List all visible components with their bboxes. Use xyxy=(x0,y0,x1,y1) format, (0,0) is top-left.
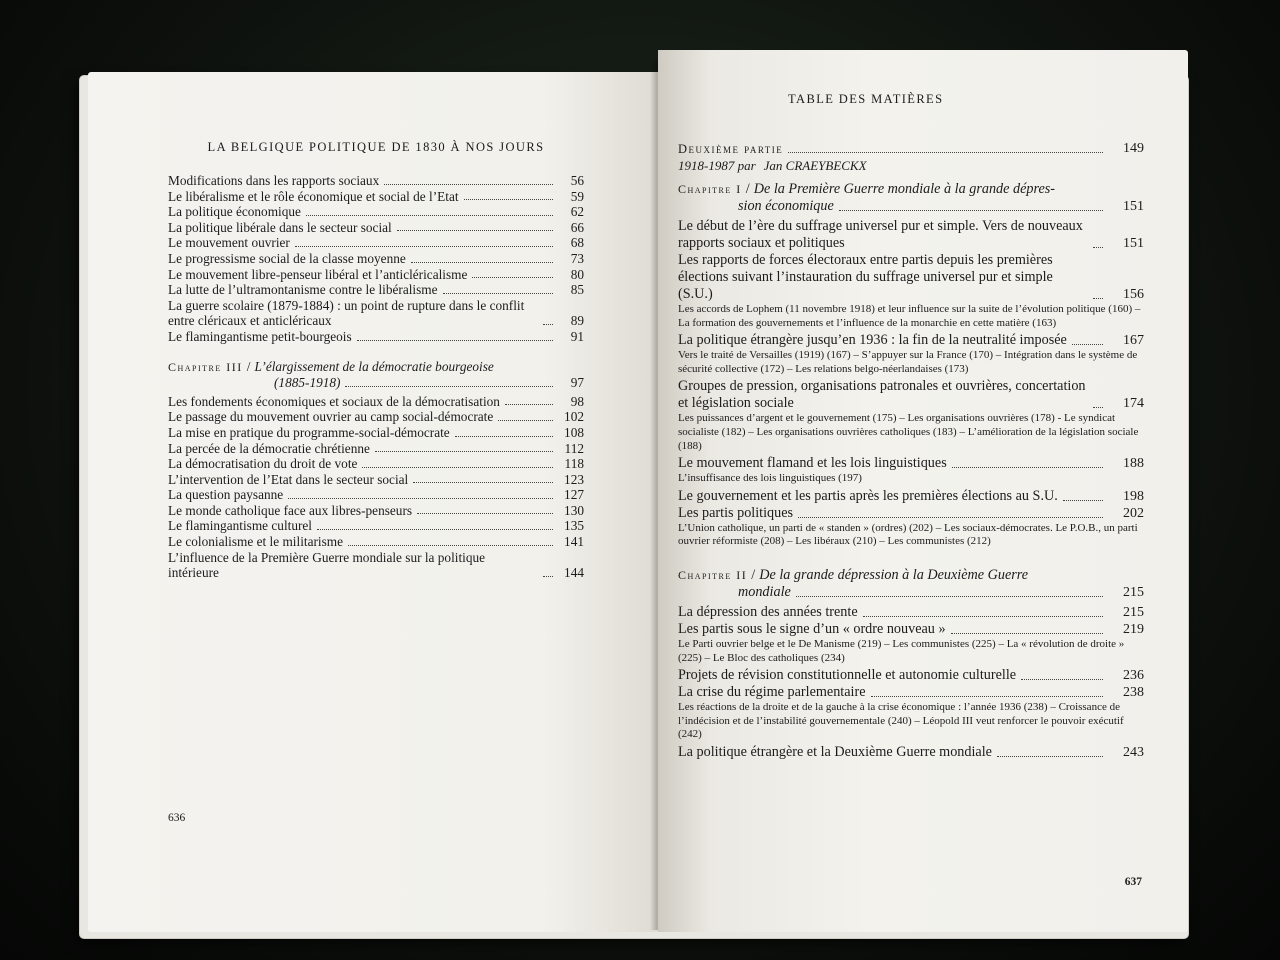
toc-entry-title: Les partis sous le signe d’un « ordre nouveau » xyxy=(678,620,946,637)
toc-entry xyxy=(678,252,1144,303)
folio-right: 637 xyxy=(1124,876,1142,888)
leader-dots xyxy=(345,386,553,387)
page-number: 141 xyxy=(564,534,584,550)
page-number: 243 xyxy=(1123,744,1144,760)
page-number: 127 xyxy=(564,487,584,503)
leader-dots xyxy=(798,517,1103,518)
leader-dots xyxy=(952,467,1103,468)
toc-entry xyxy=(168,282,584,298)
page-number: 149 xyxy=(1123,141,1144,156)
toc-entry xyxy=(678,332,1144,349)
toc-entry-title: Le monde catholique face aux libres-penseurs xyxy=(168,502,413,518)
page-number: 144 xyxy=(564,565,584,581)
leader-dots xyxy=(796,596,1103,597)
leader-dots xyxy=(1021,679,1103,680)
leader-dots xyxy=(498,420,553,421)
toc-entry xyxy=(678,604,1144,621)
page-number: 238 xyxy=(1123,685,1144,701)
leader-dots xyxy=(348,545,553,546)
toc-entry-title: La politique économique xyxy=(168,204,301,220)
toc-entry xyxy=(168,550,584,581)
part-dates: 1918-1987 par xyxy=(678,158,756,173)
toc-entry-title: Les fondements économiques et sociaux de la démocratisation xyxy=(168,393,500,409)
toc-entry xyxy=(678,621,1144,638)
chapter-title-line2: sion économique xyxy=(738,198,834,214)
toc-entry-title: Le passage du mouvement ouvrier au camp social-démocrate xyxy=(168,409,494,425)
toc-list-chapter-1 xyxy=(678,218,1144,549)
leader-dots xyxy=(411,262,553,263)
leader-dots xyxy=(357,340,553,341)
toc-entry xyxy=(168,298,584,329)
leader-dots xyxy=(1093,298,1103,299)
toc-subtopics: L’insuffisance des lois linguistiques (197) xyxy=(678,472,862,485)
page-number: 123 xyxy=(564,471,584,487)
toc-subtopics: Le Parti ouvrier belge et le De Manisme (219) – Les communistes (225) – La « révolution de droite » (225) – Le Bloc des catholiques (234) xyxy=(678,637,1125,664)
page-number: 202 xyxy=(1123,505,1144,521)
leader-dots xyxy=(375,451,553,452)
leader-dots xyxy=(397,230,553,231)
toc-entry-title: Le flamingantisme petit-bourgeois xyxy=(168,328,352,344)
chapter-label: Chapitre II xyxy=(678,567,748,582)
toc-entry-title: Le colonialisme et le militarisme xyxy=(168,534,344,550)
toc-subtopics: Vers le traité de Versailles (1919) (167) – S’appuyer sur la France (170) – Intégration dans le système de sécurité collective (172) – Les relations belgo-néerlandaises (173) xyxy=(678,349,1138,375)
page-number: 62 xyxy=(570,204,584,220)
page-number: 108 xyxy=(564,424,584,440)
toc-list-chapter-2 xyxy=(678,604,1144,761)
toc-entry xyxy=(678,684,1144,701)
chapter-label: Chapitre III xyxy=(168,359,243,374)
leader-dots xyxy=(306,215,553,216)
page-number: 151 xyxy=(1123,199,1144,214)
toc-entry-title: Le gouvernement et les partis après les premières élections au S.U. xyxy=(678,487,1058,504)
running-head-right: TABLE DES MATIÈRES xyxy=(788,92,944,106)
leader-dots xyxy=(417,513,553,514)
page-number: 59 xyxy=(570,188,584,204)
folio-left: 636 xyxy=(168,812,186,824)
page-number: 156 xyxy=(1123,287,1144,302)
toc-list-left-top xyxy=(168,173,584,345)
leader-dots xyxy=(788,152,1103,153)
leader-dots xyxy=(1093,247,1103,248)
toc-entry xyxy=(168,425,584,441)
toc-entry-title: La démocratisation du droit de vote xyxy=(168,456,358,472)
right-page xyxy=(658,50,1188,932)
toc-subtopics: Les accords de Lophem (11 novembre 1918) et leur influence sur la suite de l’évolution politique (160) – La formation des gouvernements et l’influence de la monarchie en cette matière (163) xyxy=(678,303,1141,329)
toc-entry-title: Groupes de pression, organisations patronales et ouvrières, concertation et législation sociale xyxy=(678,378,1086,412)
toc-entry-title: Le flamingantisme culturel xyxy=(168,518,312,534)
toc-subtopics: Les puissances d’argent et le gouvernement (175) – Les organisations ouvrières (178) - Le syndicat socialiste (182) – Les organisations ouvrières catholiques (183) – L’amélioration de la législation sociale (188) xyxy=(678,412,1139,452)
leader-dots xyxy=(443,293,553,294)
toc-entry xyxy=(678,218,1144,252)
toc-entry-title: Le mouvement libre-penseur libéral et l’anticléricalisme xyxy=(168,266,468,282)
page-number: 89 xyxy=(570,313,584,329)
leader-dots xyxy=(839,210,1103,211)
leader-dots xyxy=(1072,344,1103,345)
toc-entry-title: La mise en pratique du programme-social-démocrate xyxy=(168,424,450,440)
page-number: 97 xyxy=(570,375,584,391)
chapter-title: De la grande dépression à la Deuxième Guerre xyxy=(759,566,1029,583)
toc-entry xyxy=(168,456,584,472)
toc-entry xyxy=(168,329,584,345)
leader-dots xyxy=(455,436,553,437)
toc-entry-title: Projets de révision constitutionnelle et autonomie culturelle xyxy=(678,667,1017,684)
leader-dots xyxy=(295,246,553,247)
toc-entry xyxy=(678,378,1144,412)
toc-entry-title: Le mouvement ouvrier xyxy=(168,235,290,251)
leader-dots xyxy=(543,324,553,325)
leader-dots xyxy=(863,616,1103,617)
chapter-title: L’élargissement de la démocratie bourgeoise xyxy=(254,358,494,374)
toc-entry-title: La dépression des années trente xyxy=(678,603,858,620)
page-number: 85 xyxy=(570,282,584,298)
leader-dots xyxy=(1063,500,1103,501)
page-number: 219 xyxy=(1123,621,1144,637)
page-number: 68 xyxy=(570,235,584,251)
page-number: 215 xyxy=(1123,604,1144,620)
part-label: Deuxième partie xyxy=(678,142,784,156)
toc-entry xyxy=(168,487,584,503)
toc-entry-title: L’intervention de l’Etat dans le secteur social xyxy=(168,471,409,487)
toc-entry-title: La percée de la démocratie chrétienne xyxy=(168,440,370,456)
toc-entry xyxy=(168,394,584,410)
toc-entry-title: La politique libérale dans le secteur social xyxy=(168,219,392,235)
toc-entry xyxy=(678,455,1144,472)
leader-dots xyxy=(472,277,553,278)
leader-dots xyxy=(362,467,553,468)
leader-dots xyxy=(464,199,553,200)
page-number: 198 xyxy=(1123,488,1144,504)
page-number: 151 xyxy=(1123,236,1144,251)
toc-entry xyxy=(168,173,584,189)
chapter-title: De la Première Guerre mondiale à la grande dépres- xyxy=(753,181,1056,197)
chapter-2-heading: Chapitre II / De la grande dépression à la Deuxième Guerre mondiale 215 xyxy=(678,566,1144,600)
toc-subtopics: Les réactions de la droite et de la gauche à la crise économique : l’année 1936 (238) – Croissance de l’indécision et de l’instabilité gouvernementale (240) – Léopold III veut renforcer le pouvoir exécutif (242) xyxy=(678,701,1124,741)
leader-dots xyxy=(317,529,553,530)
leader-dots xyxy=(384,184,553,185)
leader-dots xyxy=(505,404,553,405)
toc-entry xyxy=(168,534,584,550)
page-number: 102 xyxy=(564,409,584,425)
leader-dots xyxy=(951,633,1103,634)
leader-dots xyxy=(1093,407,1103,408)
page-number: 91 xyxy=(570,328,584,344)
chapter-label: Chapitre I xyxy=(678,182,742,196)
page-number: 215 xyxy=(1123,584,1144,600)
toc-entry xyxy=(168,409,584,425)
toc-entry xyxy=(678,744,1144,761)
toc-entry xyxy=(168,235,584,251)
toc-entry xyxy=(168,441,584,457)
page-number: 98 xyxy=(570,393,584,409)
leader-dots xyxy=(997,756,1103,757)
page-number: 167 xyxy=(1123,333,1144,349)
part-heading xyxy=(678,141,1144,175)
toc-entry-title: Modifications dans les rapports sociaux xyxy=(168,173,380,188)
toc-entry xyxy=(168,503,584,519)
toc-entry xyxy=(678,488,1144,505)
page-number: 73 xyxy=(570,250,584,266)
toc-entry xyxy=(168,518,584,534)
toc-entry xyxy=(168,189,584,205)
chapter-3-heading: Chapitre III / L’élargissement de la démocratie bourgeoise (1885-1918) 97 xyxy=(168,358,584,391)
toc-entry xyxy=(168,220,584,236)
toc-entry xyxy=(168,204,584,220)
page-number: 188 xyxy=(1123,456,1144,472)
toc-entry-title: Le libéralisme et le rôle économique et social de l’Etat xyxy=(168,188,459,204)
leader-dots xyxy=(288,498,553,499)
toc-entry xyxy=(168,267,584,283)
leader-dots xyxy=(871,696,1104,697)
toc-entry-title: La guerre scolaire (1879-1884) : un point de rupture dans le conflit entre cléricaux et anticléricaux xyxy=(168,297,525,329)
page-number: 118 xyxy=(564,456,584,472)
toc-entry-title: L’influence de la Première Guerre mondiale sur la politique intérieure xyxy=(168,549,486,581)
leader-dots xyxy=(543,576,553,577)
toc-entry xyxy=(168,251,584,267)
running-head-left: LA BELGIQUE POLITIQUE DE 1830 À NOS JOURS xyxy=(207,140,545,154)
toc-entry xyxy=(678,667,1144,684)
toc-entry-title: La question paysanne xyxy=(168,487,284,503)
page-number: 236 xyxy=(1123,668,1144,684)
toc-entry xyxy=(168,472,584,488)
chapter-title-line2: (1885-1918) xyxy=(274,375,341,391)
chapter-title-line2: mondiale xyxy=(738,583,791,600)
page-number: 135 xyxy=(564,518,584,534)
page-number: 56 xyxy=(570,173,584,188)
toc-entry-title: La crise du régime parlementaire xyxy=(678,684,866,701)
toc-entry-title: Le mouvement flamand et les lois linguistiques xyxy=(678,455,947,472)
toc-entry-title: La lutte de l’ultramontanisme contre le libéralisme xyxy=(168,282,438,298)
toc-entry-title: Les rapports de forces électoraux entre partis depuis les premières élections suivant l’instauration du suffrage universel pur et simple (S.U.) xyxy=(678,252,1053,302)
left-page xyxy=(88,72,658,932)
page-number: 130 xyxy=(564,502,584,518)
toc-entry-title: La politique étrangère et la Deuxième Guerre mondiale xyxy=(678,743,992,760)
toc-subtopics: L’Union catholique, un parti de « standen » (ordres) (202) – Les sociaux-démocrates. Le P.O.B., un parti ouvrier réformiste (208) – Les libéraux (210) – Les communistes (212) xyxy=(678,521,1138,548)
page-number: 66 xyxy=(570,219,584,235)
toc-entry-title: La politique étrangère jusqu’en 1936 : la fin de la neutralité imposée xyxy=(678,332,1067,349)
part-author: Jan CRAEYBECKX xyxy=(763,158,867,173)
toc-entry-title: Le progressisme social de la classe moyenne xyxy=(168,250,406,266)
toc-list-chapter-3 xyxy=(168,394,584,581)
toc-entry-title: Les partis politiques xyxy=(678,504,794,521)
toc-entry-title: Le début de l’ère du suffrage universel pur et simple. Vers de nouveaux rapports sociaux et politiques xyxy=(678,218,1083,251)
page-number: 80 xyxy=(570,266,584,282)
page-number: 174 xyxy=(1123,396,1144,412)
leader-dots xyxy=(413,482,553,483)
page-number: 112 xyxy=(564,440,584,456)
toc-entry xyxy=(678,505,1144,522)
chapter-1-heading: Chapitre I / De la Première Guerre mondiale à la grande dépres- sion économique 151 xyxy=(678,181,1144,214)
